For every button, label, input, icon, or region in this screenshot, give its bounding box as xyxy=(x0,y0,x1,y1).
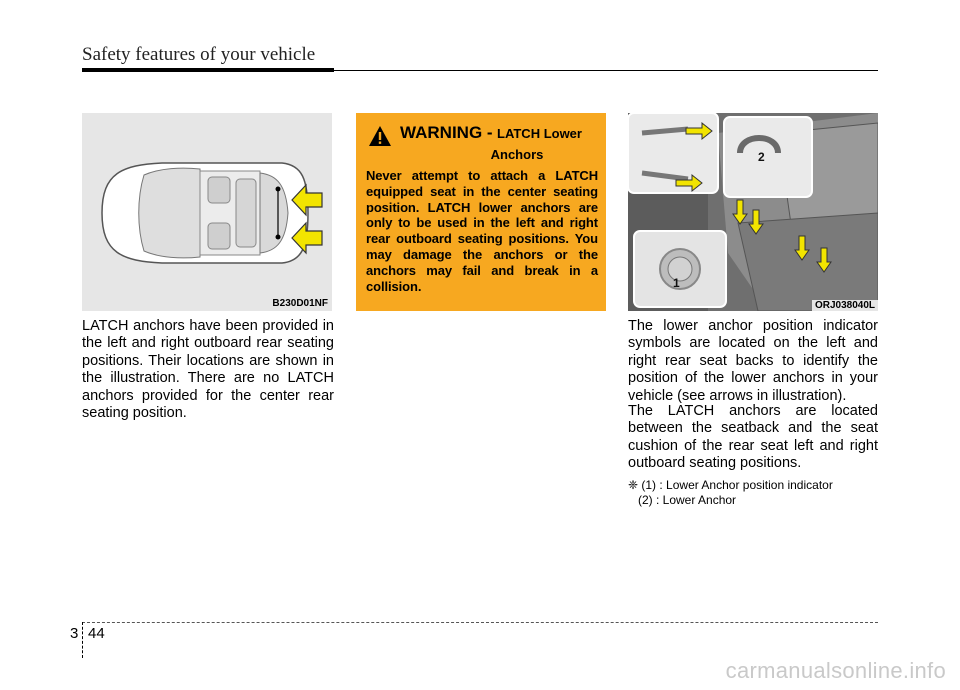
warning-word: WARNING - xyxy=(400,123,493,142)
rear-seat-photo xyxy=(628,113,878,311)
anchor-arrow-mid-icon xyxy=(674,173,704,193)
anchor-arrow-lower-icon xyxy=(290,221,324,255)
section-title: Safety features of your vehicle xyxy=(82,44,316,65)
figure-note xyxy=(628,478,878,508)
page-number: 44 xyxy=(88,625,105,642)
warning-body: Never attempt to attach a LATCH equipped seat in the center seating position. LATCH lower anchors are only to be used in the left and right rear outboard seating positions. You may damage the anchors or the anchors may fail and break in a collision. xyxy=(366,168,598,294)
footer-rule xyxy=(82,622,878,623)
warning-triangle-icon xyxy=(368,125,392,147)
callout-label-1: 1 xyxy=(673,276,680,290)
watermark: carmanualsonline.info xyxy=(725,658,946,683)
indicator-paragraph: The lower anchor position indicator symbols are located on the left and right rear seat backs to identify the position of the lower anchors in your vehicle (see arrows in illustration). xyxy=(628,318,878,404)
warning-box xyxy=(356,113,606,311)
anchor-arrow-upper-icon xyxy=(290,183,324,217)
note-line-2: (2) : Lower Anchor xyxy=(628,493,737,507)
header-rule-thick xyxy=(82,68,334,72)
warning-topic-line1: LATCH Lower xyxy=(497,126,582,141)
anchor-arrow-down-3-icon xyxy=(794,235,810,261)
anchor-arrow-down-1-icon xyxy=(732,199,748,225)
figure-code: B230D01NF xyxy=(272,298,328,309)
latch-intro-paragraph: LATCH anchors have been provided in the left and right outboard rear seating positions. Their locations are shown in the illustration. There are no LATCH anchors provided for the center rear seating position. xyxy=(82,318,334,422)
header-rule-thin xyxy=(334,70,878,71)
anchor-location-paragraph: The LATCH anchors are located between the seatback and the seat cushion of the rear seat left and right outboard seating positions. xyxy=(628,403,878,472)
anchor-arrow-down-4-icon xyxy=(816,247,832,273)
chapter-number: 3 xyxy=(70,625,79,642)
warning-topic-line2: Anchors xyxy=(490,147,544,162)
anchor-arrow-top-icon xyxy=(684,121,714,141)
note-line-1: ❈ (1) : Lower Anchor position indicator xyxy=(628,478,833,492)
callout-label-2: 2 xyxy=(758,150,765,164)
anchor-arrow-down-2-icon xyxy=(748,209,764,235)
footer-separator xyxy=(82,622,84,658)
figure-code: ORJ038040L xyxy=(812,300,878,311)
car-topview-illustration xyxy=(82,113,332,311)
warning-heading xyxy=(366,123,598,147)
